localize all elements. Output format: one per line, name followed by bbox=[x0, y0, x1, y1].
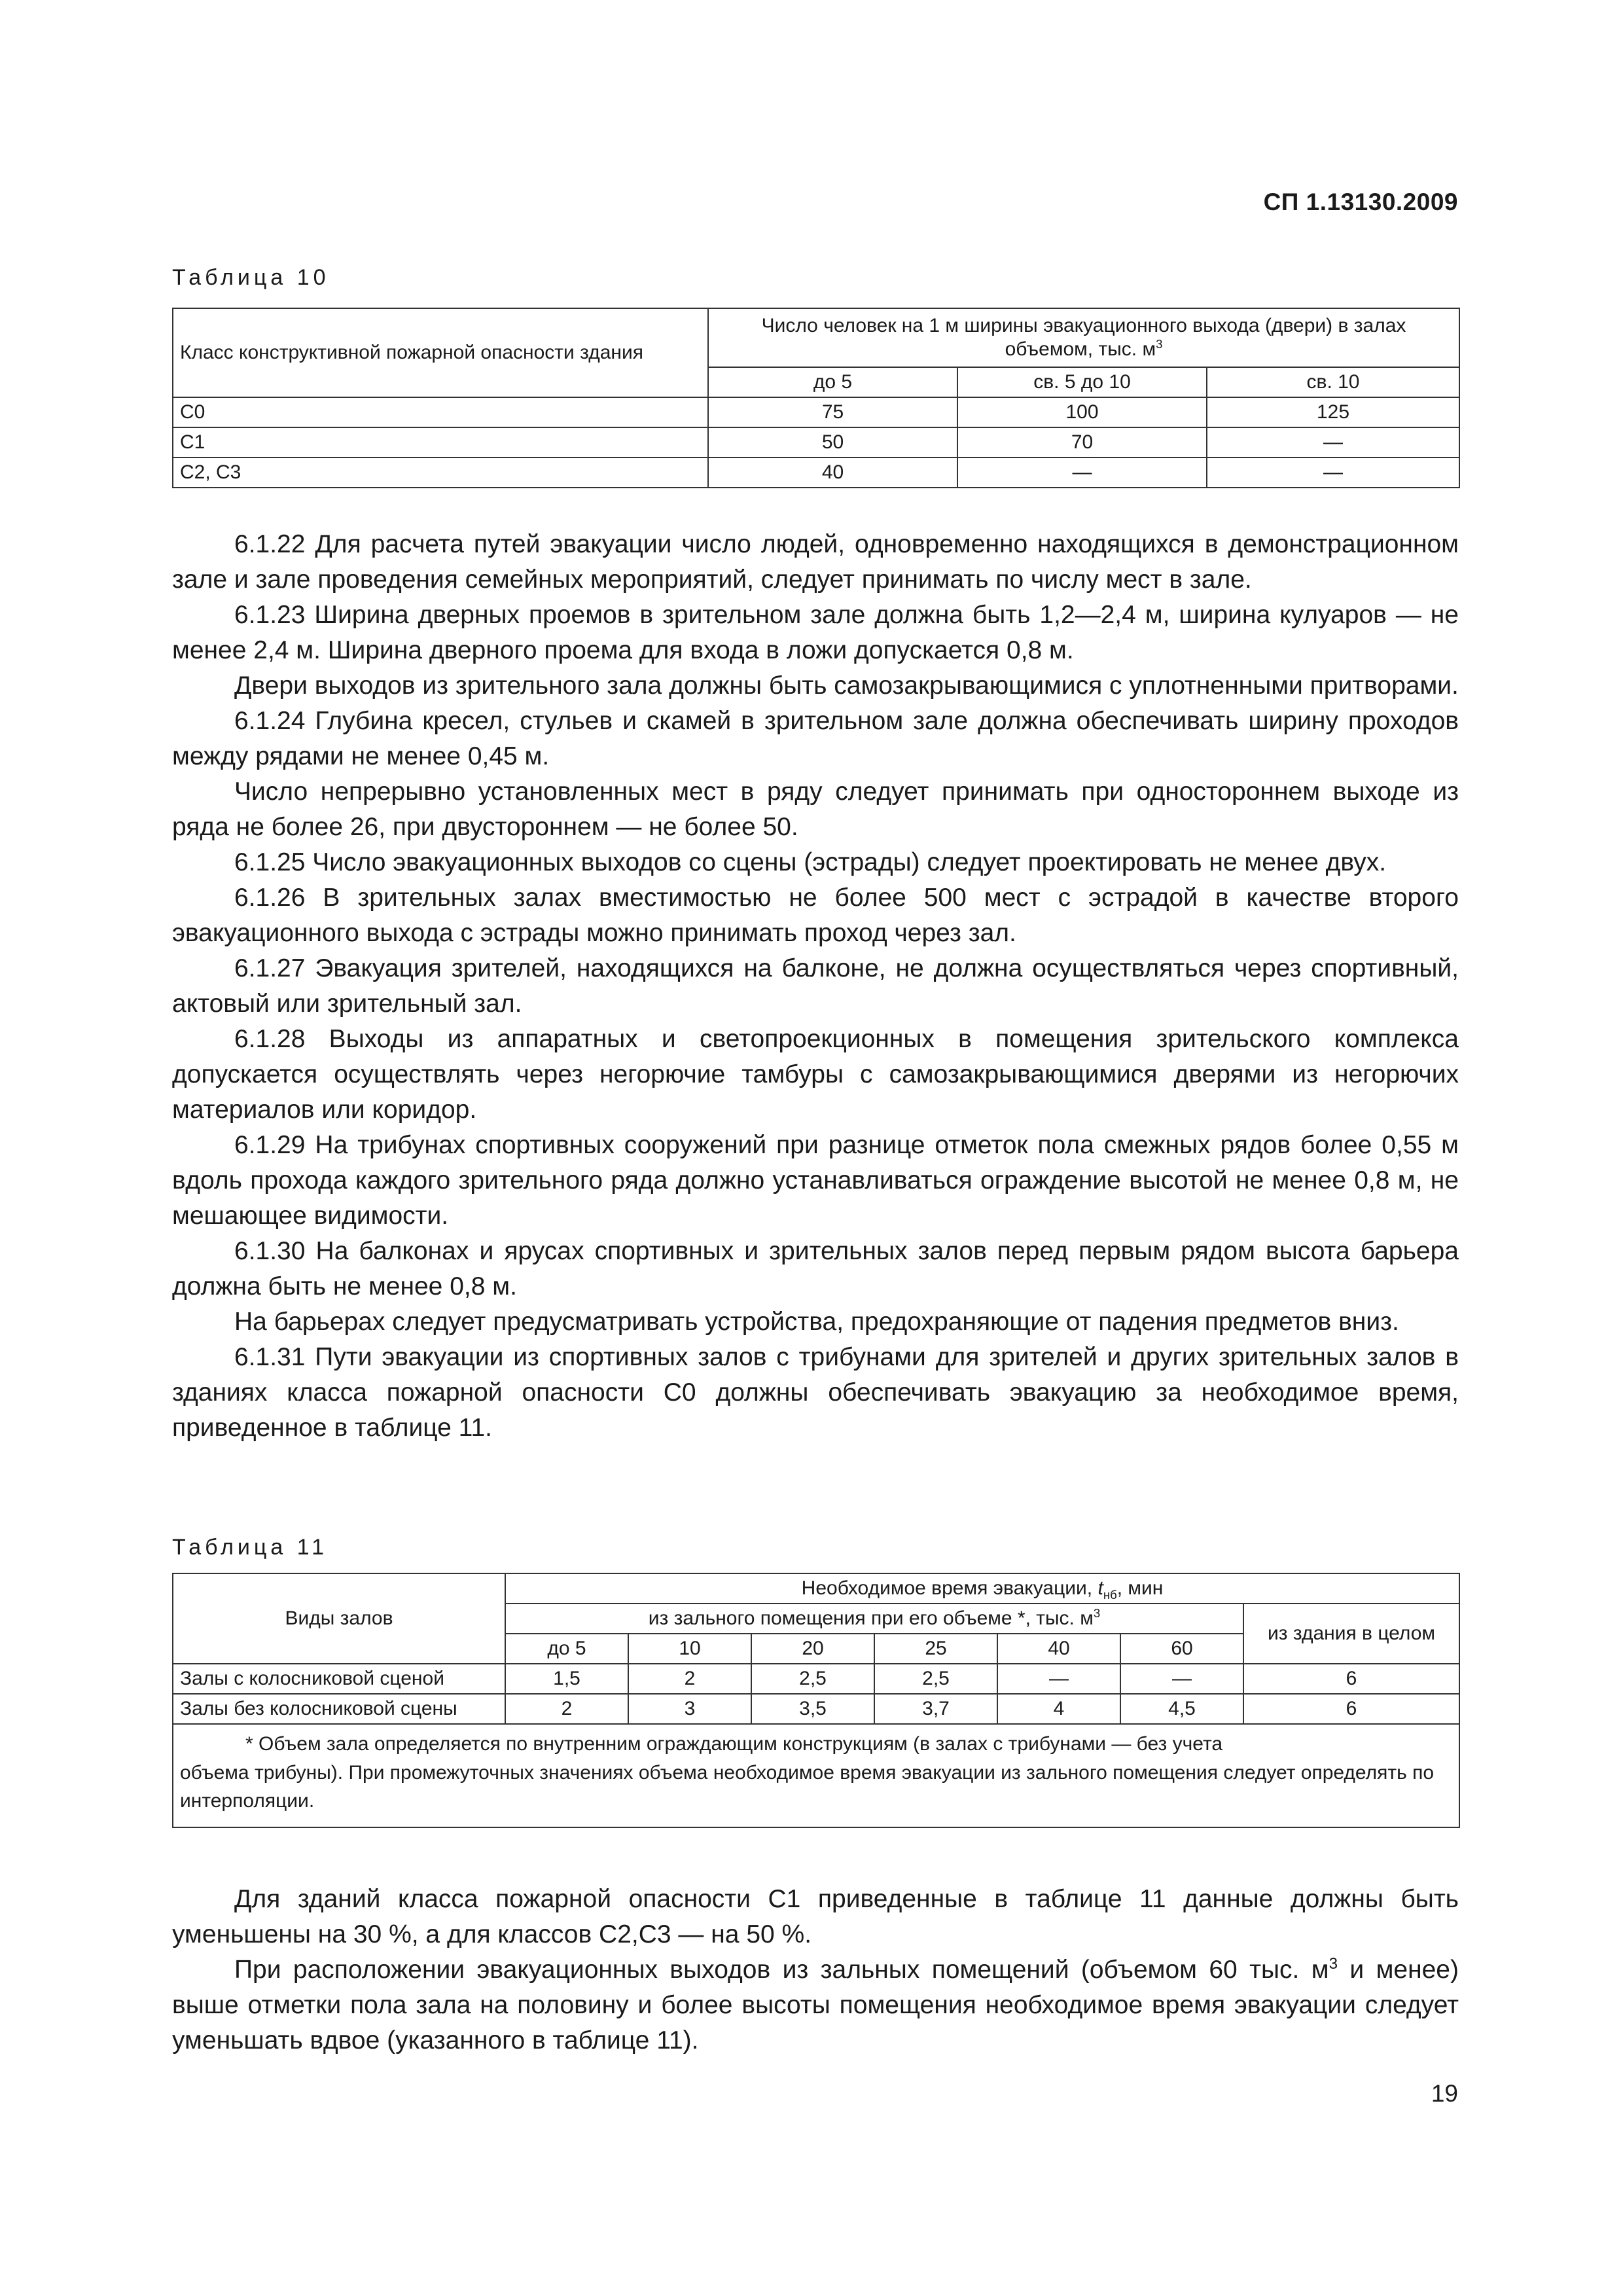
table-cell: 2 bbox=[628, 1664, 751, 1694]
body-text-after-table bbox=[172, 1882, 1459, 2058]
paragraph: Двери выходов из зрительного зала должны быть самозакрывающимися с уплотненными притворами. bbox=[234, 672, 1459, 700]
table-cell: 6 bbox=[1243, 1664, 1459, 1694]
table-cell: 100 bbox=[957, 397, 1207, 427]
page-number: 19 bbox=[1431, 2080, 1458, 2107]
table-10-subheader: св. 5 до 10 bbox=[957, 367, 1207, 397]
table-cell: — bbox=[1120, 1664, 1243, 1694]
paragraph: На барьерах следует предусматривать устройства, предохраняющие от падения предметов вниз. bbox=[234, 1308, 1399, 1336]
table-11-building-header: из здания в целом bbox=[1243, 1604, 1459, 1664]
paragraph: Число непрерывно установленных мест в ряду следует принимать при одностороннем выходе из ряда не более 26, при двустороннем — не более 50. bbox=[172, 778, 1459, 841]
table-10 bbox=[172, 308, 1460, 488]
table-row bbox=[173, 397, 1459, 427]
table-row bbox=[173, 1664, 1459, 1694]
table-cell: С2, С3 bbox=[173, 457, 708, 488]
table-cell: 2,5 bbox=[874, 1664, 997, 1694]
paragraph: 6.1.29 На трибунах спортивных сооружений при разнице отметок пола смежных рядов более 0,55 м вдоль прохода каждого зрительного ряда должно устанавливаться ограждение высотой не менее 0,8 м, не мешающее видимости. bbox=[172, 1131, 1459, 1230]
table-cell: 3 bbox=[628, 1694, 751, 1724]
table-11-type-header: Виды залов bbox=[173, 1573, 505, 1664]
table-cell: Залы с колосниковой сценой bbox=[173, 1664, 505, 1694]
table-cell: 1,5 bbox=[505, 1664, 628, 1694]
table-cell: — bbox=[1207, 427, 1459, 457]
table-11-volume: 60 bbox=[1120, 1634, 1243, 1664]
paragraph: 6.1.27 Эвакуация зрителей, находящихся на балконе, не должна осуществляться через спортивный, актовый или зрительный зал. bbox=[172, 954, 1459, 1018]
table-11-volume: 25 bbox=[874, 1634, 997, 1664]
paragraph: 6.1.26 В зрительных залах вместимостью не более 500 мест с эстрадой в качестве второго эвакуационного выхода с эстрады можно принимать проход через зал. bbox=[172, 884, 1459, 947]
table-11 bbox=[172, 1573, 1460, 1828]
table-cell: 2,5 bbox=[751, 1664, 874, 1694]
paragraph: 6.1.23 Ширина дверных проемов в зрительном зале должна быть 1,2—2,4 м, ширина кулуаров — не менее 2,4 м. Ширина дверного проема для входа в ложи допускается 0,8 м. bbox=[172, 601, 1459, 664]
table-cell: 4,5 bbox=[1120, 1694, 1243, 1724]
table-cell: Залы без колосниковой сцены bbox=[173, 1694, 505, 1724]
table-11-volume: 40 bbox=[997, 1634, 1120, 1664]
table-11-volume: до 5 bbox=[505, 1634, 628, 1664]
table-11-volume: 20 bbox=[751, 1634, 874, 1664]
table-cell: С1 bbox=[173, 427, 708, 457]
table-cell: 4 bbox=[997, 1694, 1120, 1724]
paragraph: 6.1.25 Число эвакуационных выходов со сцены (эстрады) следует проектировать не менее двух. bbox=[234, 848, 1387, 876]
table-cell: 3,5 bbox=[751, 1694, 874, 1724]
table-cell: 40 bbox=[708, 457, 957, 488]
table-10-subheader: св. 10 bbox=[1207, 367, 1459, 397]
table-cell: 50 bbox=[708, 427, 957, 457]
table-11-time-header: Необходимое время эвакуации, $t_{нб}$, мин bbox=[505, 1573, 1459, 1604]
table-cell: — bbox=[1207, 457, 1459, 488]
paragraph: Для зданий класса пожарной опасности С1 приведенные в таблице 11 данные должны быть уменьшены на 30 %, а для классов С2,С3 — на 50 %. bbox=[172, 1885, 1459, 1948]
table-cell: 75 bbox=[708, 397, 957, 427]
paragraph: При расположении эвакуационных выходов из зальных помещений (объемом 60 тыс. $м^3$ и менее) выше отметки пола зала на половину и более высоты помещения необходимое время эвакуации следует уменьшать вдвое (указанного в таблице 11). bbox=[172, 1955, 1459, 2054]
paragraph: 6.1.24 Глубина кресел, стульев и скамей в зрительном зале должна обеспечивать ширину проходов между рядами не менее 0,45 м. bbox=[172, 707, 1459, 770]
table-cell: — bbox=[997, 1664, 1120, 1694]
table-11-caption: Таблица 11 bbox=[172, 1535, 329, 1560]
table-10-people-header: Число человек на 1 м ширины эвакуационного выхода (двери) в залах объемом, тыс. $м^3$ bbox=[708, 308, 1459, 367]
table-cell: — bbox=[957, 457, 1207, 488]
table-cell: 6 bbox=[1243, 1694, 1459, 1724]
table-11-footnote: * Объем зала определяется по внутренним ограждающим конструкциям (в залах с трибунами — без учета объема трибуны). При промежуточных значениях объема необходимое время эвакуации из зального помещения следует определять по интерполяции. bbox=[173, 1724, 1459, 1827]
table-row bbox=[173, 427, 1459, 457]
body-text-main bbox=[172, 527, 1459, 1446]
table-row bbox=[173, 457, 1459, 488]
table-10-caption: Таблица 10 bbox=[172, 265, 330, 290]
paragraph: 6.1.28 Выходы из аппаратных и светопроекционных в помещения зрительского комплекса допускается осуществлять через негорючие тамбуры с самозакрывающимися дверями из негорючих материалов или коридор. bbox=[172, 1025, 1459, 1124]
document-code: СП 1.13130.2009 bbox=[1263, 188, 1458, 215]
table-10-class-header: Класс конструктивной пожарной опасности здания bbox=[173, 308, 708, 397]
table-11-volume: 10 bbox=[628, 1634, 751, 1664]
table-cell: 70 bbox=[957, 427, 1207, 457]
paragraph: 6.1.30 На балконах и ярусах спортивных и зрительных залов перед первым рядом высота барьера должна быть не менее 0,8 м. bbox=[172, 1237, 1459, 1300]
table-cell: С0 bbox=[173, 397, 708, 427]
paragraph: 6.1.22 Для расчета путей эвакуации число людей, одновременно находящихся в демонстрационном зале и зале проведения семейных мероприятий, следует принимать по числу мест в зале. bbox=[172, 530, 1459, 594]
table-cell: 3,7 bbox=[874, 1694, 997, 1724]
table-10-subheader: до 5 bbox=[708, 367, 957, 397]
table-11-room-header: из зального помещения при его объеме *, тыс. $м^3$ bbox=[505, 1604, 1243, 1634]
table-row bbox=[173, 1694, 1459, 1724]
paragraph: 6.1.31 Пути эвакуации из спортивных залов с трибунами для зрителей и других зрительных залов в зданиях класса пожарной опасности С0 должны обеспечивать эвакуацию за необходимое время, приведенное в таблице 11. bbox=[172, 1343, 1459, 1442]
table-cell: 2 bbox=[505, 1694, 628, 1724]
table-cell: 125 bbox=[1207, 397, 1459, 427]
